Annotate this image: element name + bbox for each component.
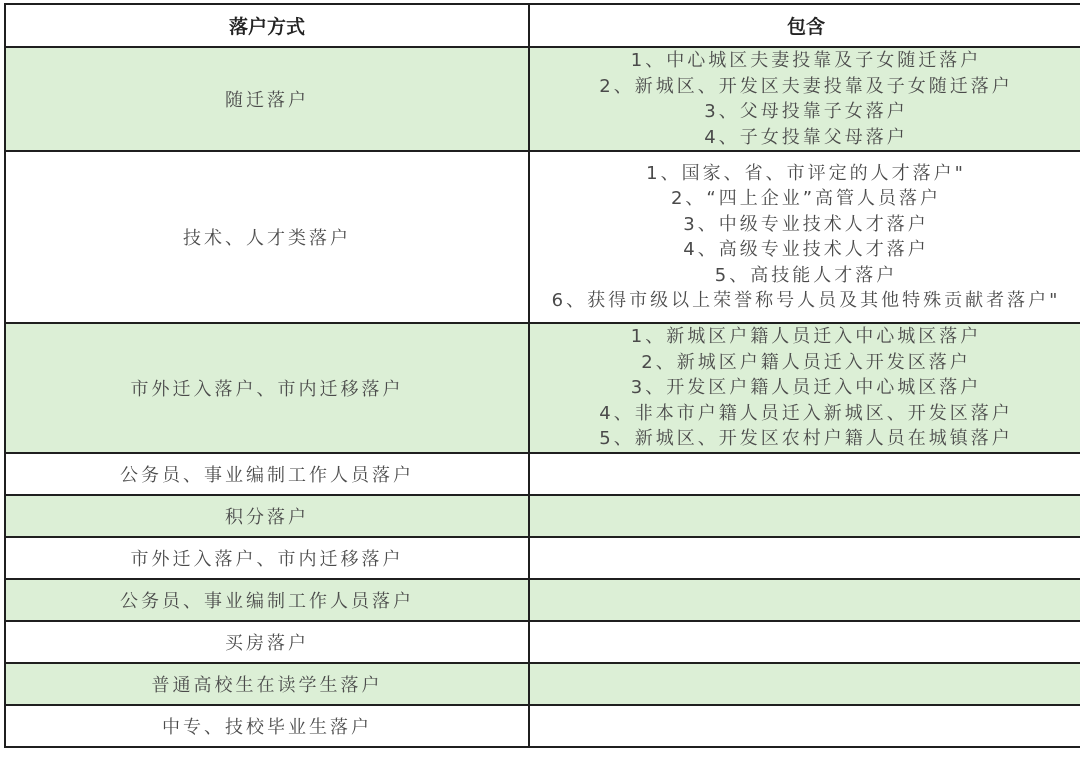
method-cell: 市外迁入落户、市内迁移落户 — [5, 537, 529, 579]
header-method: 落户方式 — [5, 4, 529, 47]
include-item: 1、中心城区夫妻投靠及子女随迁落户 — [630, 50, 982, 71]
includes-cell — [529, 323, 1080, 453]
include-item: 3、父母投靠子女落户 — [704, 101, 908, 122]
include-item: 4、子女投靠父母落户 — [704, 126, 908, 148]
table-row — [5, 47, 1080, 151]
table-row — [5, 453, 1080, 495]
include-item: 1、国家、省、市评定的人才落户" — [646, 162, 966, 184]
method-cell: 普通高校生在读学生落户 — [5, 663, 529, 705]
table-row — [5, 579, 1080, 621]
table-row — [5, 537, 1080, 579]
includes-cell-empty — [529, 537, 1080, 579]
method-cell: 积分落户 — [5, 495, 529, 537]
includes-cell-empty — [529, 663, 1080, 705]
includes-cell-empty — [529, 453, 1080, 495]
include-item: 6、获得市级以上荣誉称号人员及其他特殊贡献者落户" — [551, 290, 1061, 311]
method-cell: 买房落户 — [5, 621, 529, 663]
include-item: 3、开发区户籍人员迁入中心城区落户 — [630, 377, 982, 398]
include-item: 3、中级专业技术人才落户 — [683, 213, 929, 235]
include-item: 4、非本市户籍人员迁入新城区、开发区落户 — [599, 402, 1013, 424]
method-cell: 市外迁入落户、市内迁移落户 — [5, 323, 529, 453]
includes-cell — [529, 151, 1080, 323]
method-cell: 中专、技校毕业生落户 — [5, 705, 529, 747]
table-header-row — [5, 4, 1080, 47]
table-row — [5, 323, 1080, 453]
method-cell: 公务员、事业编制工作人员落户 — [5, 579, 529, 621]
method-cell: 技术、人才类落户 — [5, 151, 529, 323]
include-item: 2、“四上企业”高管人员落户 — [670, 188, 942, 209]
includes-cell-empty — [529, 621, 1080, 663]
includes-cell-empty — [529, 579, 1080, 621]
include-item: 2、新城区、开发区夫妻投靠及子女随迁落户 — [599, 75, 1013, 97]
table-row — [5, 705, 1080, 747]
header-includes: 包含 — [529, 4, 1080, 47]
household-registration-table — [4, 3, 1080, 748]
include-item: 5、新城区、开发区农村户籍人员在城镇落户 — [599, 428, 1013, 449]
table-row — [5, 663, 1080, 705]
include-item: 4、高级专业技术人才落户 — [683, 239, 929, 260]
includes-cell-empty — [529, 495, 1080, 537]
includes-cell-empty — [529, 705, 1080, 747]
method-cell: 随迁落户 — [5, 47, 529, 151]
table-row — [5, 621, 1080, 663]
include-item: 1、新城区户籍人员迁入中心城区落户 — [630, 326, 982, 347]
include-item: 2、新城区户籍人员迁入开发区落户 — [641, 351, 971, 373]
includes-cell — [529, 47, 1080, 151]
table-row — [5, 495, 1080, 537]
include-item: 5、高技能人才落户 — [714, 264, 898, 286]
table-row — [5, 151, 1080, 323]
method-cell: 公务员、事业编制工作人员落户 — [5, 453, 529, 495]
